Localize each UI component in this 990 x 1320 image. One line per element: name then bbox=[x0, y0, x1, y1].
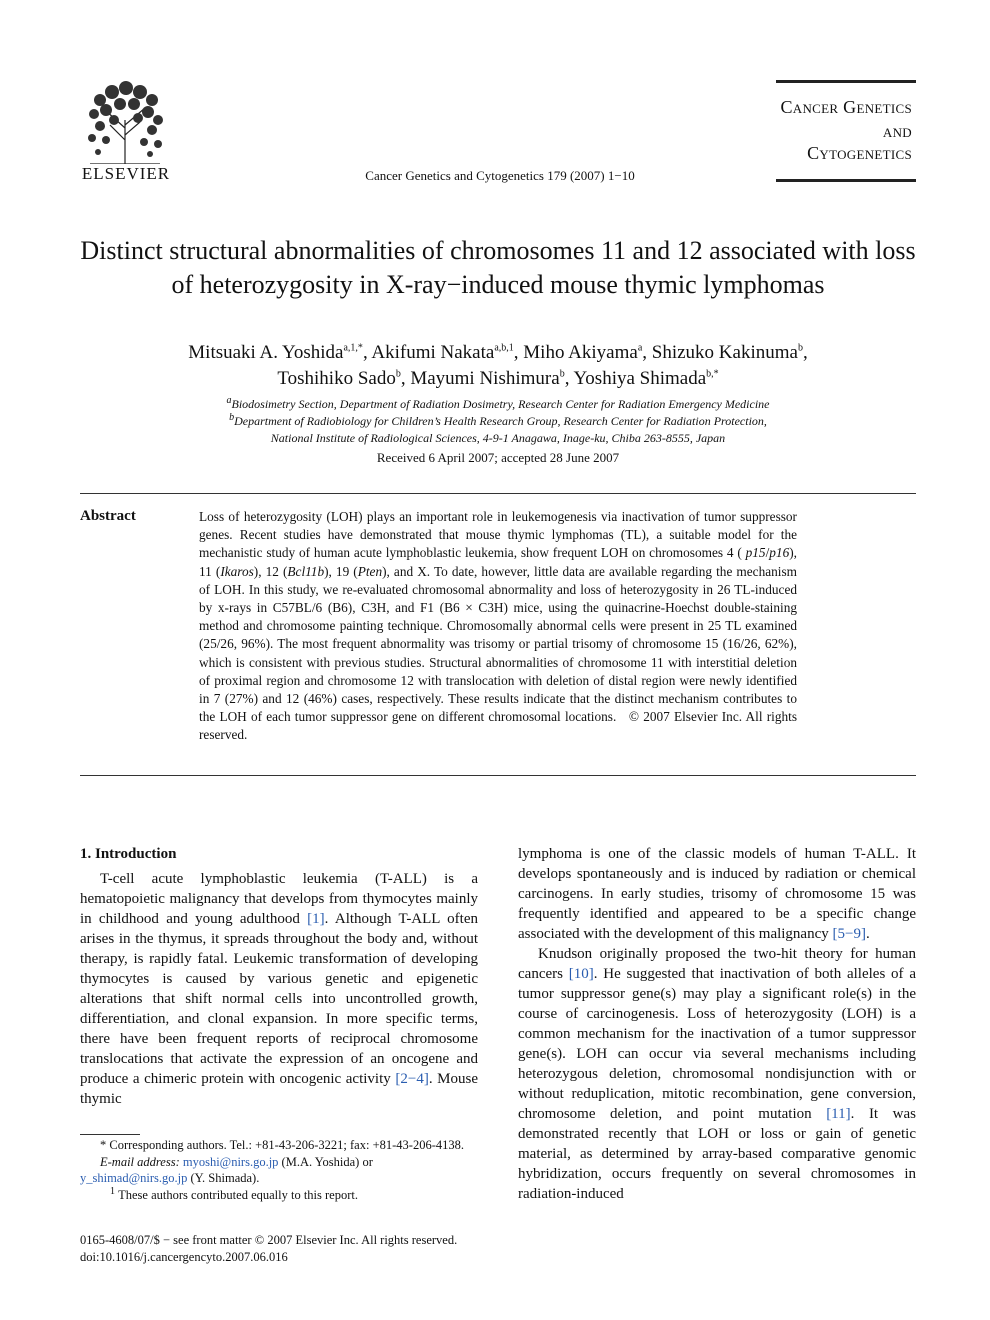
affiliation bbox=[80, 396, 916, 413]
author-list: Mitsuaki A. Yoshida$^{a,1,*}$, Akifumi Nakata$^{a,b,1}$, Miho Akiyama$^a$, Shizuko Kakinuma$^b$, Toshihiko Sado$^b$, Mayumi Nishimura$^b$, Yoshiya Shimada$^{b,*}$ bbox=[188, 342, 808, 389]
journal-title-box bbox=[776, 80, 916, 182]
text-span: . It was demonstrated recently that LOH or loss or gain of genetic material, as determined by array-based comparative genomic hybridization, occurs frequently on several chromosomes in radiation-induced bbox=[518, 1106, 916, 1202]
citation-link[interactable]: [5−9] bbox=[832, 926, 866, 942]
citation-link[interactable]: [11] bbox=[826, 1106, 851, 1122]
text-span: Knudson originally proposed the two-hit theory for human cancers bbox=[518, 946, 916, 982]
author-name: Mitsuaki A. Yoshida bbox=[188, 342, 344, 363]
author-affil-mark: b bbox=[797, 342, 803, 354]
abstract-bottom-rule bbox=[80, 775, 916, 776]
author-name: Mayumi Nishimura bbox=[410, 368, 560, 389]
publisher-name: ELSEVIER bbox=[81, 164, 171, 183]
email-owner: (Y. Shimada). bbox=[187, 1171, 260, 1185]
abstract-span: ), 12 ( bbox=[253, 563, 288, 579]
body-paragraph bbox=[80, 869, 478, 1109]
gene-name: p15 bbox=[745, 545, 766, 561]
journal-citation: Cancer Genetics and Cytogenetics 179 (2007) 1−10 bbox=[365, 168, 635, 183]
affiliation-text: Department of Radiobiology for Children’s Health Research Group, Research Center for Radiation Protection, bbox=[234, 414, 767, 428]
copyright-line: 0165-4608/07/$ − see front matter © 2007 Elsevier Inc. All rights reserved. bbox=[80, 1233, 458, 1247]
text-span: . bbox=[865, 926, 870, 942]
received-dates: Received 6 April 2007; accepted 28 June 2007 bbox=[376, 450, 620, 465]
affiliation bbox=[80, 413, 916, 430]
text-span: . Although T-ALL often arises in the thymus, it spreads throughout the body and, without therapy, is rapidly fatal. Leukemic transformation of developing thymocytes is caused by various genetic and epigenetic alterations that shift normal cells into uncontrolled growth, differentiation, and clonal expansion. In more specific terms, there have been frequent reports of reciprocal chromosome translocations that activate the expression of an oncogene and produce a chimeric protein with oncogenic activity bbox=[80, 911, 479, 1087]
footnotes bbox=[80, 1137, 478, 1203]
author-affil-mark: b,* bbox=[706, 368, 719, 380]
footnote-rule bbox=[80, 1134, 140, 1135]
abstract-text bbox=[199, 508, 797, 745]
affiliation bbox=[80, 430, 916, 447]
affiliation-text: National Institute of Radiological Sciences, 4-9-1 Anagawa, Inage-ku, Chiba 263-8555, Japan bbox=[270, 431, 726, 445]
email-link[interactable]: y_shimad@nirs.go.jp bbox=[80, 1171, 188, 1185]
abstract-span: / bbox=[765, 545, 770, 561]
journal-title-line: Cancer Genetics bbox=[780, 97, 912, 117]
author-name: Shizuko Kakinuma bbox=[651, 342, 798, 363]
author-affil-mark: a,b,1 bbox=[494, 342, 514, 354]
abstract-span: ), 11 ( bbox=[199, 545, 797, 579]
author-name: Yoshiya Shimada bbox=[573, 368, 707, 389]
author-name: Toshihiko Sado bbox=[277, 368, 396, 389]
author-affil-mark: a bbox=[637, 342, 643, 354]
gene-name: Bcl11b bbox=[287, 563, 325, 579]
journal-title-line: Cytogenetics bbox=[807, 143, 912, 163]
text-span: T-cell acute lymphoblastic leukemia (T-ALL) is a hematopoietic malignancy that develops from thymocytes mainly in childhood and young adulthood bbox=[80, 871, 478, 927]
footnote-equal-contribution bbox=[80, 1187, 478, 1204]
author-affil-mark: a,1,* bbox=[343, 342, 363, 354]
email-label: E-mail address: bbox=[100, 1154, 180, 1169]
body-paragraph bbox=[518, 844, 916, 944]
affiliations bbox=[80, 396, 916, 447]
email-link[interactable]: myoshi@nirs.go.jp bbox=[182, 1154, 279, 1169]
abstract-copyright: © 2007 Elsevier Inc. All rights reserved. bbox=[199, 709, 797, 743]
gene-name: Ikaros bbox=[220, 563, 254, 579]
abstract-span: ), and X. To date, however, little data are available regarding the mechanism of LOH. In this study, we re-evaluated chromosomal abnormality and loss of heterozygosity in 26 TL-induced by x-rays in C57BL/6 (B6), C3H, and F1 (B6 × C3H) mice, using the quinacrine-Hoechst double-staining method and chromosome painting technique. Chromosomally abnormal cells were present in 25 TL examined (25/26, 96%). The most frequent abnormality was trisomy or partial trisomy of chromosome 15 (16/26, 62%), which is consistent with previous studies. Structural abnormalities of chromosome 11 with interstitial deletion of proximal region and chromosome 12 with translocation with deletion of distal region were newly identified in 7 (27%) and 12 (46%) cases, respectively. These results indicate that the distinct mechanism contributes to the LOH of each tumor suppressor gene on different chromosomal locations. bbox=[199, 563, 797, 725]
author-name: Miho Akiyama bbox=[523, 342, 638, 363]
body-column-right bbox=[518, 844, 916, 1204]
author-name: Akifumi Nakata bbox=[371, 342, 495, 363]
doi-line: doi:10.1016/j.cancergencyto.2007.06.016 bbox=[80, 1250, 288, 1264]
abstract-span: ), 19 ( bbox=[324, 563, 358, 579]
author-affil-mark: b bbox=[559, 368, 565, 380]
citation-link[interactable]: [2−4] bbox=[395, 1071, 429, 1087]
copyright-block bbox=[80, 1232, 500, 1266]
article-title: Distinct structural abnormalities of chromosomes 11 and 12 associated with loss of heterozygosity in X-ray−induced mouse thymic lymphomas bbox=[80, 236, 916, 299]
footnote-email bbox=[80, 1154, 478, 1187]
affiliation-text: Biodosimetry Section, Department of Radiation Dosimetry, Research Center for Radiation Emergency Medicine bbox=[231, 397, 770, 411]
gene-name: p16 bbox=[769, 545, 790, 561]
footnote-mark: 1 bbox=[110, 1185, 115, 1197]
citation-link[interactable]: [1] bbox=[307, 911, 325, 927]
footnote-corresponding: * Corresponding authors. Tel.: +81-43-206-3221; fax: +81-43-206-4138. bbox=[100, 1138, 464, 1152]
body-column-left bbox=[80, 844, 478, 1109]
abstract-top-rule bbox=[80, 493, 916, 494]
section-heading: 1. Introduction bbox=[80, 846, 177, 862]
footnote-text: These authors contributed equally to this report. bbox=[118, 1187, 358, 1202]
abstract-heading: Abstract bbox=[80, 508, 136, 524]
author-affil-mark: b bbox=[395, 368, 401, 380]
text-span: lymphoma is one of the classic models of human T-ALL. It develops spontaneously and is induced by radiation or chemical carcinogens. In early studies, trisomy of chromosome 15 was frequently identified and appeared to be a specific change associated with the development of this malignancy bbox=[518, 846, 916, 942]
text-span: . Mouse thymic bbox=[80, 1071, 478, 1107]
affiliation-mark: b bbox=[229, 412, 235, 423]
abstract-span: Loss of heterozygosity (LOH) plays an important role in leukemogenesis via inactivation of tumor suppressor genes. Recent studies have demonstrated that mouse thymic lymphomas (TL), a suitable model for the mechanistic study of human acute lymphoblastic leukemia, show frequent LOH on chromosomes 4 ( bbox=[199, 509, 797, 561]
text-span: . He suggested that inactivation of both alleles of a tumor suppressor gene(s) may play a significant role(s) in the course of carcinogenesis. Loss of heterozygosity (LOH) is a common mechanism for the inactivation of a tumor suppressor gene(s). LOH can occur via several mechanisms including heterozygous deletion, chromosomal nondisjunction with or without reduplication, mitotic recombination, gene conversion, chromosome deletion, and point mutation bbox=[518, 966, 916, 1122]
citation-link[interactable]: [10] bbox=[568, 966, 594, 982]
body-paragraph bbox=[518, 944, 916, 1204]
journal-title-line: and bbox=[882, 121, 912, 141]
affiliation-mark: a bbox=[226, 395, 232, 406]
email-owner: (M.A. Yoshida) or bbox=[278, 1154, 373, 1169]
gene-name: Pten bbox=[357, 563, 383, 579]
